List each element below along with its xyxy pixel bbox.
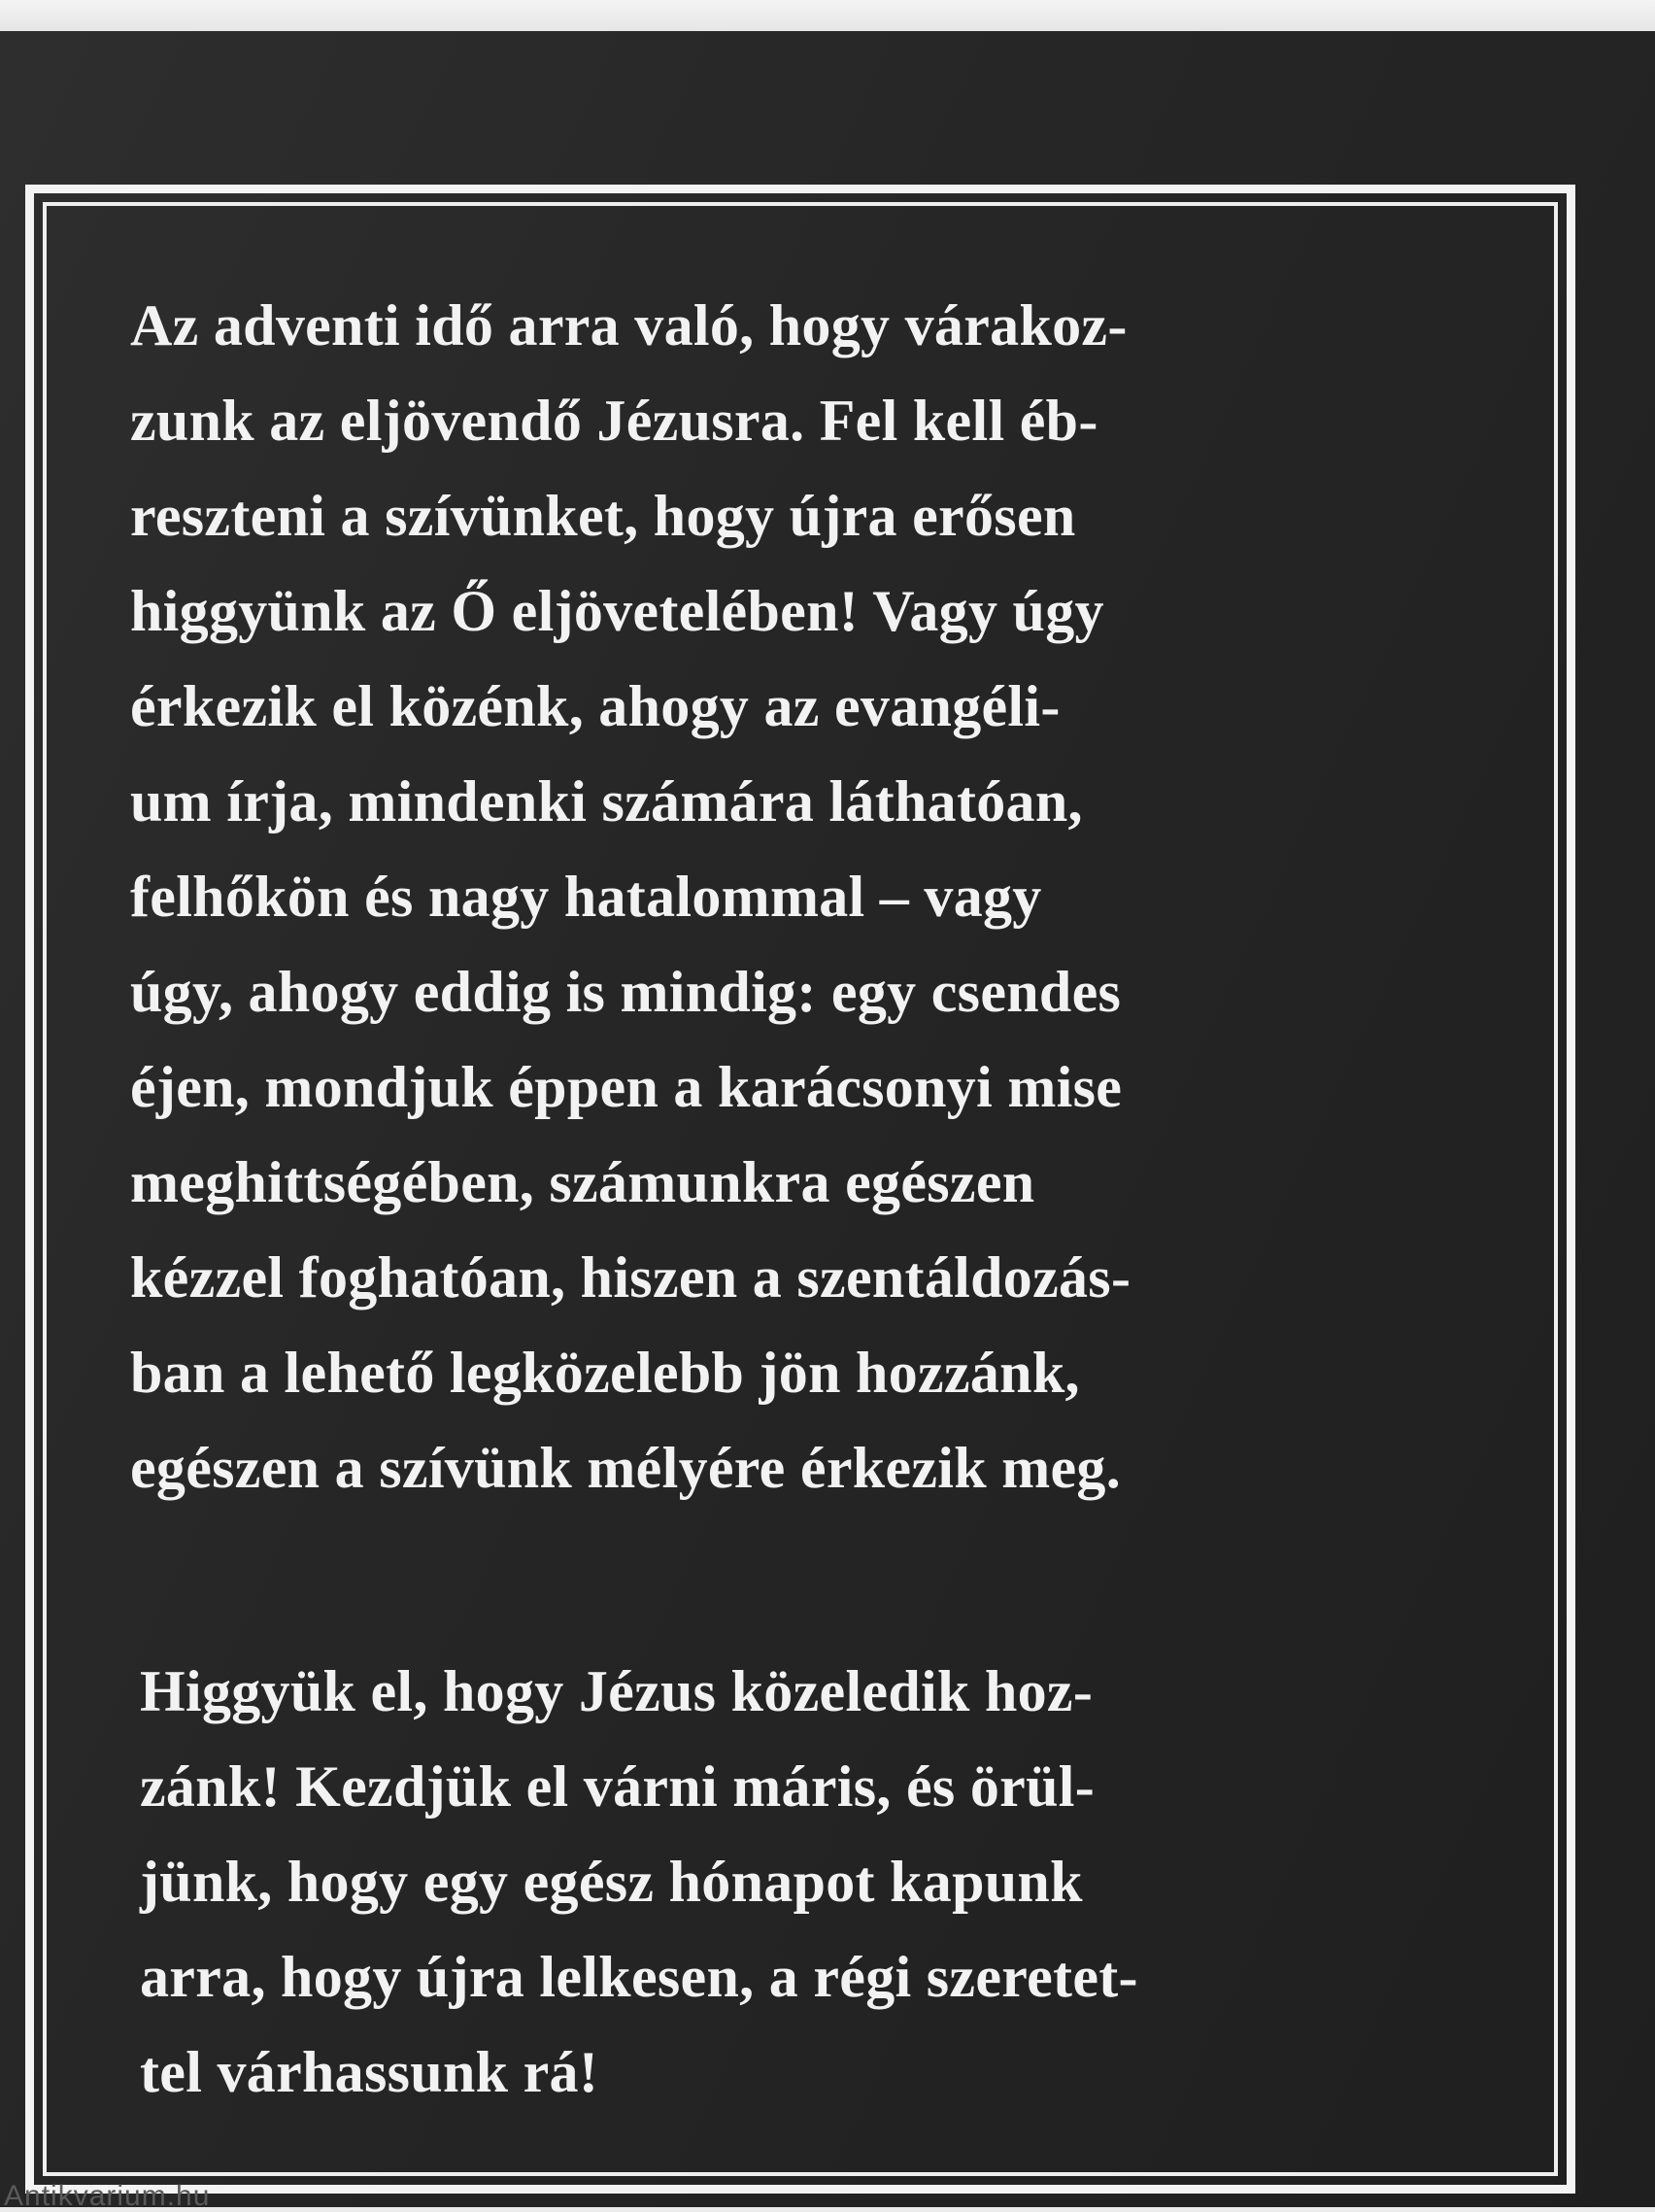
watermark: Antikvarium.hu	[4, 2180, 211, 2212]
cover-text-paragraph-1: Az adventi idő arra való, hogy várakoz- zunk az eljövendő Jézusra. Fel kell éb- reszteni a szívünket, hogy újra erősen higgyünk az Ő eljövetelében! Vagy úgy érkezik el közénk, ahogy az evangéli- um írja, mindenki számára láthatóan, felhőkön és nagy hatalommal – vagy úgy, ahogy eddig is mindig: egy csendes éjen, mondjuk éppen a karácsonyi mise meghittségében, számunkra egészen kézzel foghatóan, hiszen a szentáldozás- ban a lehető legközelebb jön hozzánk, egészen a szívünk mélyére érkezik meg.	[130, 293, 1131, 1500]
cover-text-paragraph-2: Higgyük el, hogy Jézus közeledik hoz- zánk! Kezdjük el várni máris, és örül- jünk, hogy egy egész hónapot kapunk arra, hogy újra lelkesen, a régi szeretet- tel várhassunk rá!	[140, 1659, 1138, 2104]
